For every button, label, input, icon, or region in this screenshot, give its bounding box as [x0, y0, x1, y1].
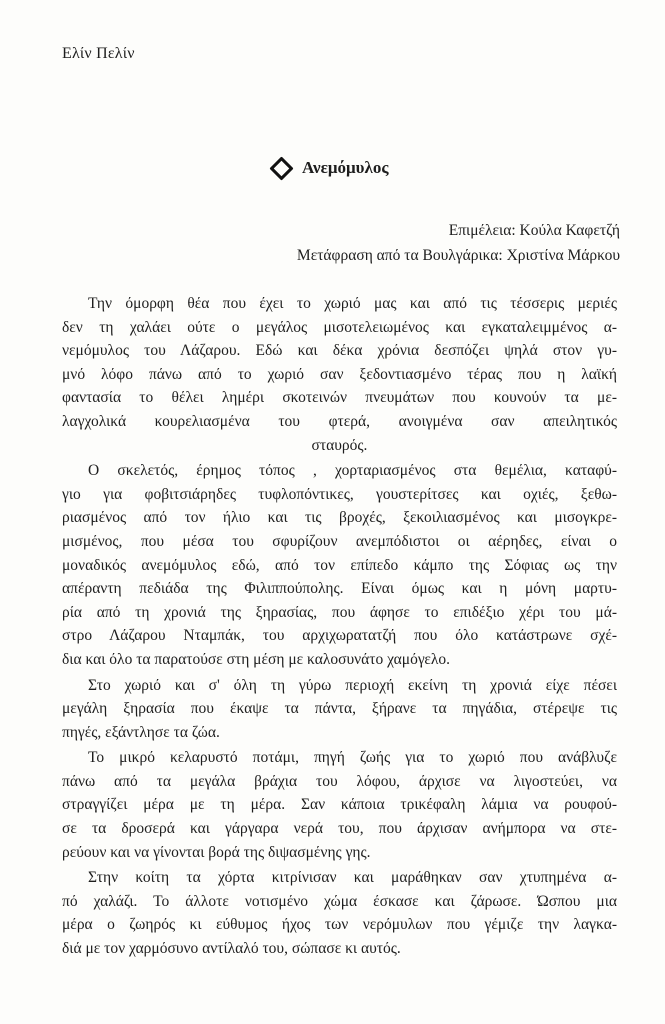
chapter-title-block — [273, 158, 389, 178]
text-line: μέρα ο ζωηρός κι εύθυμος ήχος των νερόμυλων που γέμιζε την λαγκα- — [62, 916, 617, 934]
text-line: ρία από τη χρονιά της ξηρασίας, που άφησε το επιδέξιο χέρι του μά- — [62, 603, 617, 621]
text-line: απέραντη πεδιάδα της Φιλιππούπολης. Είναι όμως και η μόνη μαρτυ- — [62, 580, 617, 598]
text-line: στραγγίζει μέρα με τη μέρα. Σαν κάποια τρικέφαλη λάμια να ρουφού- — [62, 796, 617, 814]
text-line: πό χαλάζι. Το άλλοτε νοτισμένο χώμα έσκασε και ζάρωσε. Ώσπου μια — [62, 892, 617, 910]
credits-block — [297, 218, 620, 268]
editor-credit: Επιμέλεια: Κούλα Καφετζή — [448, 222, 620, 239]
text-line: Στο χωριό και σ' όλη τη γύρω περιοχή εκείνη τη χρονιά είχε πέσει — [88, 676, 617, 694]
text-line: πηγές, εξάντλησε τα ζώα. — [62, 723, 220, 741]
paragraph — [62, 866, 617, 960]
running-header-author: Ελίν Πελίν — [62, 45, 135, 62]
text-line: γιο για φοβιτσιάρηδες τυφλοπόντικες, γουστερίτσες και οχιές, ξεθω- — [62, 485, 617, 503]
chapter-title: Ανεμόμυλος — [302, 158, 389, 177]
text-line: λαγχολικά κουρελιασμένα του φτερά, ανοιγμένα σαν απειλητικός — [62, 412, 617, 430]
text-line: Στην κοίτη τα χόρτα κιτρίνισαν και μαράθηκαν σαν χτυπημένα α- — [88, 869, 617, 887]
paragraph — [62, 674, 617, 745]
text-line: σταυρός. — [311, 436, 368, 454]
text-line: μοναδικός ανεμόμυλος εδώ, από τον επίπεδο κάμπο της Σόφιας ως την — [62, 556, 617, 574]
text-line: φαντασία το θέλει λημέρι σκοτεινών πνευμάτων που κουνούν τα με- — [62, 389, 617, 407]
diamond-bullet-icon — [269, 156, 293, 180]
text-line: στρο Λάζαρου Νταμπάκ, του αρχιχωρατατζή που όλο κατάστρωνε σχέ- — [62, 627, 617, 645]
text-line: ρεύουν και να γίνονται βορά της διψασμένης γης. — [62, 843, 371, 861]
translator-credit: Μετάφραση από τα Βουλγάρικα: Χριστίνα Μάρκου — [296, 247, 620, 264]
paragraph — [62, 746, 617, 864]
text-line: Το μικρό κελαρυστό ποτάμι, πηγή ζωής για το χωριό που ανάβλυζε — [88, 749, 617, 767]
text-line: Την όμορφη θέα που έχει το χωριό μας και από τις τέσσερις μεριές — [88, 295, 617, 312]
body-text — [62, 292, 617, 963]
paragraph — [62, 292, 617, 457]
text-line: μνό λόφο πάνω από το χωριό σαν ξεδοντιασμένο τέρας που η λαϊκή — [62, 365, 617, 383]
text-line: δεν τη χαλάει ούτε ο μεγάλος μισοτελειωμένος και εγκαταλειμμένος α- — [62, 318, 617, 336]
paragraph — [62, 459, 617, 671]
text-line: Ο σκελετός, έρημος τόπος , χορταριασμένος στα θεμέλια, καταφύ- — [88, 462, 617, 480]
text-line: ριασμένος από τον ήλιο και τις βροχές, ξεκοιλιασμένος και μισογκρε- — [62, 509, 617, 527]
text-line: μεγάλη ξηρασία που έκαψε τα πάντα, ξήρανε τα πηγάδια, στέρεψε τις — [62, 700, 617, 718]
text-line: νεμόμυλος του Λάζαρου. Εδώ και δέκα χρόνια δεσπόζει ψηλά στον γυ- — [62, 342, 617, 360]
text-line: διά με τον χαρμόσυνο αντίλαλό του, σώπασε κι αυτός. — [62, 940, 401, 958]
text-line: δια και όλο τα παρατούσε στη μέση με καλοσυνάτο χαμόγελο. — [62, 650, 451, 668]
text-line: πάνω από τα μεγάλα βράχια του λόφου, άρχισε να λιγοστεύει, να — [62, 772, 617, 790]
text-line: μισμένος, που μέσα του σφυρίζουν ανεμπόδιστοι οι αέρηδες, είναι ο — [62, 532, 617, 550]
text-line: σε τα δροσερά και γάργαρα νερά του, που άρχισαν ανήμπορα να στε- — [62, 820, 617, 838]
